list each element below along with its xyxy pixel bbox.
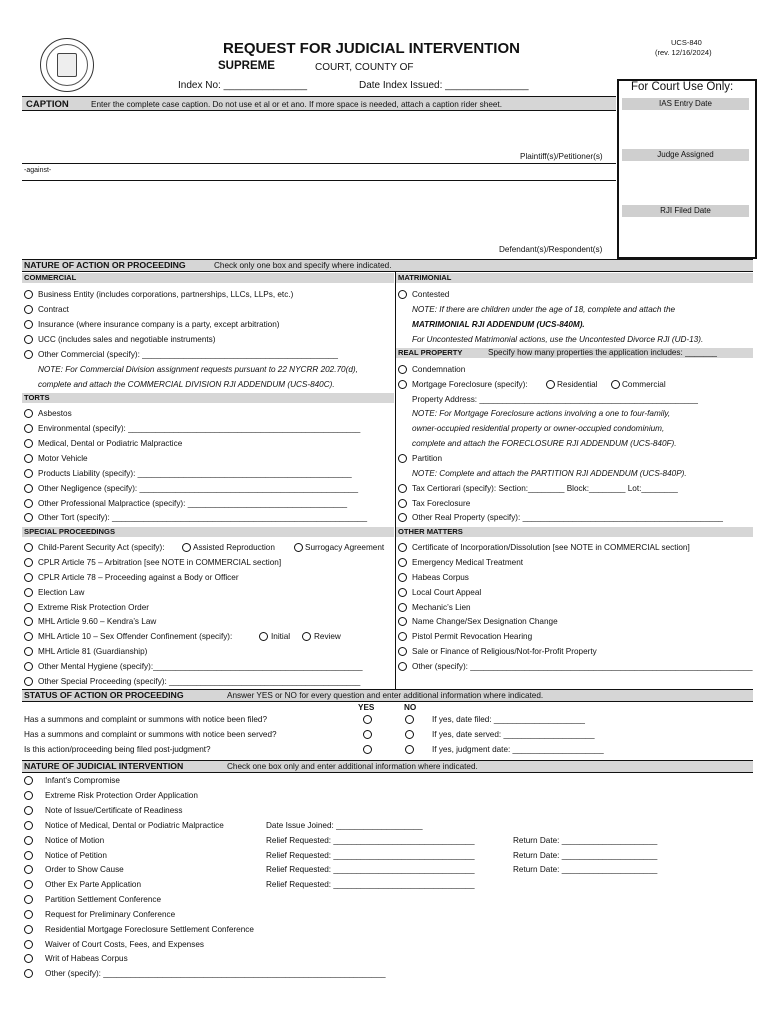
torts-motor-vehicle-label: Motor Vehicle — [38, 454, 88, 463]
intervention-infant-label: Infant’s Compromise — [45, 776, 120, 785]
plaintiff-label: Plaintiff(s)/Petitioner(s) — [520, 152, 603, 161]
mhl10-initial-label: Initial — [271, 632, 291, 641]
torts-other-radio[interactable] — [24, 513, 33, 522]
status-instruction: Answer YES or NO for every question and enter additional information where indicated. — [227, 691, 544, 700]
other-specify-radio[interactable] — [398, 662, 407, 671]
intervention-erpo-radio[interactable] — [24, 791, 33, 800]
motion-relief-field[interactable]: Relief Requested: _______________________________ — [266, 836, 475, 845]
intervention-other-radio[interactable] — [24, 969, 33, 978]
other-habeas-radio[interactable] — [398, 573, 407, 582]
intervention-habeas-radio[interactable] — [24, 954, 33, 963]
court-seal — [40, 38, 94, 92]
foreclosure-note-2: owner-occupied residential property or owner-occupied condominium, — [412, 424, 665, 433]
partition-note: NOTE: Complete and attach the PARTITION RJI ADDENDUM (UCS-840P). — [412, 469, 687, 478]
other-matters-header: OTHER MATTERS — [396, 527, 753, 537]
rji-filed-date-label: RJI Filed Date — [622, 205, 749, 217]
date-issue-joined-field[interactable]: Date Issue Joined: ___________________ — [266, 821, 423, 830]
real-condemnation-radio[interactable] — [398, 365, 407, 374]
special-erpo-label: Extreme Risk Protection Order — [38, 603, 150, 612]
real-mortgage-label: Mortgage Foreclosure (specify): — [412, 380, 528, 389]
torts-professional-label: Other Professional Malpractice (specify): ___________________________________ — [38, 499, 348, 508]
intervention-malpractice-label: Notice of Medical, Dental or Podiatric Malpractice — [45, 821, 224, 830]
commercial-header: COMMERCIAL — [22, 273, 394, 283]
real-tax-foreclosure-radio[interactable] — [398, 499, 407, 508]
intervention-preliminary-label: Request for Preliminary Conference — [45, 910, 176, 919]
intervention-waiver-label: Waiver of Court Costs, Fees, and Expenses — [45, 940, 204, 949]
mhl10-review-radio[interactable] — [302, 632, 311, 641]
real-other-radio[interactable] — [398, 513, 407, 522]
real-condemnation-label: Condemnation — [412, 365, 466, 374]
special-cplr78-label: CPLR Article 78 – Proceeding against a Body or Officer — [38, 573, 239, 582]
intervention-note-of-issue-label: Note of Issue/Certificate of Readiness — [45, 806, 183, 815]
intervention-petition-radio[interactable] — [24, 851, 33, 860]
real-tax-certiorari-label: Tax Certiorari (specify): Section:________ Block:________ Lot:________ — [412, 484, 678, 493]
real-partition-label: Partition — [412, 454, 443, 463]
special-mhl10-radio[interactable] — [24, 632, 33, 641]
judge-assigned-label: Judge Assigned — [622, 149, 749, 161]
cpsa-assisted-label: Assisted Reproduction — [193, 543, 275, 552]
commercial-insurance-label: Insurance (where insurance company is a party, except arbitration) — [38, 320, 280, 329]
status-label: STATUS OF ACTION OR PROCEEDING — [24, 690, 184, 700]
torts-asbestos-radio[interactable] — [24, 409, 33, 418]
other-mechanics-lien-label: Mechanic’s Lien — [412, 603, 471, 612]
commercial-note-1: NOTE: For Commercial Division assignment requests pursuant to 22 NYCRR 202.70(d), — [38, 365, 358, 374]
special-mhl10-label: MHL Article 10 – Sex Offender Confinement (specify): — [38, 632, 233, 641]
defendant-field[interactable] — [22, 181, 616, 253]
other-pistol-permit-label: Pistol Permit Revocation Hearing — [412, 632, 533, 641]
intervention-header — [22, 760, 753, 773]
commercial-contract-radio[interactable] — [24, 305, 33, 314]
intervention-ex-parte-label: Other Ex Parte Application — [45, 880, 142, 889]
status-q1: Has a summons and complaint or summons with notice been filed? — [24, 715, 268, 724]
commercial-note-2: complete and attach the COMMERCIAL DIVISION RJI ADDENDUM (UCS-840C). — [38, 380, 335, 389]
real-property-instruction: Specify how many properties the application includes: _______ — [488, 348, 717, 357]
intervention-infant-radio[interactable] — [24, 776, 33, 785]
intervention-ex-parte-radio[interactable] — [24, 880, 33, 889]
special-cplr75-label: CPLR Article 75 – Arbitration [see NOTE in COMMERCIAL section] — [38, 558, 282, 567]
torts-motor-vehicle-radio[interactable] — [24, 454, 33, 463]
mortgage-commercial-label: Commercial — [622, 380, 666, 389]
ex-parte-relief-field[interactable]: Relief Requested: _______________________________ — [266, 880, 475, 889]
other-local-appeal-radio[interactable] — [398, 588, 407, 597]
intervention-motion-label: Notice of Motion — [45, 836, 105, 845]
other-specify-label: Other (specify): ______________________________________________________________ — [412, 662, 753, 671]
matrimonial-contested-label: Contested — [412, 290, 450, 299]
matrimonial-note-3: For Uncontested Matrimonial actions, use the Uncontested Divorce RJI (UD-13). — [412, 335, 704, 344]
seal-emblem — [57, 53, 77, 77]
other-pistol-permit-radio[interactable] — [398, 632, 407, 641]
other-local-appeal-label: Local Court Appeal — [412, 588, 482, 597]
other-name-change-radio[interactable] — [398, 617, 407, 626]
foreclosure-note-1: NOTE: For Mortgage Foreclosure actions involving a one to four-family, — [412, 409, 671, 418]
real-tax-certiorari-radio[interactable] — [398, 484, 407, 493]
other-name-change-label: Name Change/Sex Designation Change — [412, 617, 558, 626]
special-cpsa-radio[interactable] — [24, 543, 33, 552]
form-id: UCS-840 — [671, 38, 702, 47]
commercial-ucc-radio[interactable] — [24, 335, 33, 344]
torts-asbestos-label: Asbestos — [38, 409, 72, 418]
intervention-erpo-label: Extreme Risk Protection Order Application — [45, 791, 198, 800]
special-election-label: Election Law — [38, 588, 85, 597]
intervention-osc-label: Order to Show Cause — [45, 865, 124, 874]
petition-relief-field[interactable]: Relief Requested: _______________________________ — [266, 851, 475, 860]
property-address-field[interactable]: Property Address: ________________________________________________ — [412, 395, 698, 404]
torts-negligence-radio[interactable] — [24, 484, 33, 493]
mortgage-residential-radio[interactable] — [546, 380, 555, 389]
matrimonial-note-2: MATRIMONIAL RJI ADDENDUM (UCS-840M). — [412, 320, 585, 329]
status-q2: Has a summons and complaint or summons with notice been served? — [24, 730, 277, 739]
status-q2-no[interactable] — [405, 730, 414, 739]
commercial-business-entity-radio[interactable] — [24, 290, 33, 299]
torts-negligence-label: Other Negligence (specify): ________________________________________________ — [38, 484, 359, 493]
special-header: SPECIAL PROCEEDINGS — [22, 527, 394, 537]
ias-entry-date-label: IAS Entry Date — [622, 98, 749, 110]
other-religious-label: Sale or Finance of Religious/Not-for-Profit Property — [412, 647, 597, 656]
form-title: REQUEST FOR JUDICIAL INTERVENTION — [223, 40, 520, 57]
commercial-business-entity-label: Business Entity (includes corporations, partnerships, LLCs, LLPs, etc.) — [38, 290, 294, 299]
status-q1-yes[interactable] — [363, 715, 372, 724]
torts-environmental-radio[interactable] — [24, 424, 33, 433]
mhl10-review-label: Review — [314, 632, 341, 641]
against-label: -against- — [24, 167, 52, 174]
commercial-contract-label: Contract — [38, 305, 69, 314]
matrimonial-header: MATRIMONIAL — [396, 273, 753, 283]
real-property-header: REAL PROPERTY Specify how many properties the application includes: _______ — [396, 348, 753, 358]
commercial-ucc-label: UCC (includes sales and negotiable instruments) — [38, 335, 216, 344]
special-mhl81-label: MHL Article 81 (Guardianship) — [38, 647, 148, 656]
motion-return-date-field[interactable]: Return Date: _____________________ — [513, 836, 658, 845]
intervention-instruction: Check one box only and enter additional information where indicated. — [227, 762, 478, 771]
special-mental-hygiene-radio[interactable] — [24, 662, 33, 671]
torts-medical-label: Medical, Dental or Podiatric Malpractice — [38, 439, 183, 448]
intervention-preliminary-radio[interactable] — [24, 910, 33, 919]
matrimonial-contested-radio[interactable] — [398, 290, 407, 299]
special-mhl960-label: MHL Article 9.60 – Kendra’s Law — [38, 617, 157, 626]
real-other-label: Other Real Property (specify): ____________________________________________ — [412, 513, 723, 522]
cpsa-surrogacy-radio[interactable] — [294, 543, 303, 552]
osc-return-date-field[interactable]: Return Date: _____________________ — [513, 865, 658, 874]
status-q2-extra[interactable]: If yes, date served: ____________________ — [432, 730, 595, 739]
nature-label: NATURE OF ACTION OR PROCEEDING — [24, 260, 186, 270]
special-cplr75-radio[interactable] — [24, 558, 33, 567]
form-revision: (rev. 12/16/2024) — [655, 48, 712, 57]
status-q3: Is this action/proceeding being filed post-judgment? — [24, 745, 211, 754]
nature-header — [22, 259, 753, 272]
special-mental-hygiene-label: Other Mental Hygiene (specify):______________________________________________ — [38, 662, 363, 671]
commercial-other-radio[interactable] — [24, 350, 33, 359]
intervention-malpractice-radio[interactable] — [24, 821, 33, 830]
real-partition-radio[interactable] — [398, 454, 407, 463]
intervention-note-of-issue-radio[interactable] — [24, 806, 33, 815]
index-no: Index No: _______________ — [178, 80, 308, 91]
special-election-radio[interactable] — [24, 588, 33, 597]
defendant-label: Defendant(s)/Respondent(s) — [499, 245, 603, 254]
real-mortgage-radio[interactable] — [398, 380, 407, 389]
other-emergency-label: Emergency Medical Treatment — [412, 558, 524, 567]
torts-professional-radio[interactable] — [24, 499, 33, 508]
torts-other-label: Other Tort (specify): ________________________________________________________ — [38, 513, 368, 522]
other-habeas-label: Habeas Corpus — [412, 573, 469, 582]
intervention-habeas-label: Writ of Habeas Corpus — [45, 954, 128, 963]
status-q1-extra[interactable]: If yes, date filed: ____________________ — [432, 715, 585, 724]
status-q3-extra[interactable]: If yes, judgment date: ____________________ — [432, 745, 604, 754]
mortgage-commercial-radio[interactable] — [611, 380, 620, 389]
torts-products-label: Products Liability (specify): _______________________________________________ — [38, 469, 352, 478]
intervention-partition-radio[interactable] — [24, 895, 33, 904]
intervention-residential-label: Residential Mortgage Foreclosure Settlement Conference — [45, 925, 254, 934]
special-other-radio[interactable] — [24, 677, 33, 686]
special-cpsa-label: Child-Parent Security Act (specify): — [38, 543, 165, 552]
matrimonial-note-1: NOTE: If there are children under the age of 18, complete and attach the — [412, 305, 676, 314]
intervention-partition-label: Partition Settlement Conference — [45, 895, 162, 904]
intervention-waiver-radio[interactable] — [24, 940, 33, 949]
commercial-insurance-radio[interactable] — [24, 320, 33, 329]
intervention-label: NATURE OF JUDICIAL INTERVENTION — [24, 761, 184, 771]
special-cplr78-radio[interactable] — [24, 573, 33, 582]
intervention-motion-radio[interactable] — [24, 836, 33, 845]
cpsa-assisted-radio[interactable] — [182, 543, 191, 552]
nature-instruction: Check only one box and specify where indicated. — [214, 261, 392, 270]
mortgage-residential-label: Residential — [557, 380, 598, 389]
osc-relief-field[interactable]: Relief Requested: _______________________________ — [266, 865, 475, 874]
torts-products-radio[interactable] — [24, 469, 33, 478]
other-certificate-label: Certificate of Incorporation/Dissolution [see NOTE in COMMERCIAL section] — [412, 543, 690, 552]
court-county: COURT, COUNTY OF — [315, 62, 414, 73]
special-erpo-radio[interactable] — [24, 603, 33, 612]
special-other-label: Other Special Proceeding (specify): __________________________________________ — [38, 677, 361, 686]
torts-environmental-label: Environmental (specify): ___________________________________________________ — [38, 424, 361, 433]
mhl10-initial-radio[interactable] — [259, 632, 268, 641]
status-q3-yes[interactable] — [363, 745, 372, 754]
other-mechanics-lien-radio[interactable] — [398, 603, 407, 612]
status-q2-yes[interactable] — [363, 730, 372, 739]
other-religious-radio[interactable] — [398, 647, 407, 656]
status-no-header: NO — [404, 703, 417, 712]
other-certificate-radio[interactable] — [398, 543, 407, 552]
intervention-petition-label: Notice of Petition — [45, 851, 107, 860]
status-header — [22, 689, 753, 702]
special-mhl81-radio[interactable] — [24, 647, 33, 656]
commercial-other-label: Other Commercial (specify): ___________________________________________ — [38, 350, 338, 359]
other-emergency-radio[interactable] — [398, 558, 407, 567]
status-q3-no[interactable] — [405, 745, 414, 754]
cpsa-surrogacy-label: Surrogacy Agreement — [305, 543, 385, 552]
intervention-osc-radio[interactable] — [24, 865, 33, 874]
intervention-other-label: Other (specify): ______________________________________________________________ — [45, 969, 386, 978]
petition-return-date-field[interactable]: Return Date: _____________________ — [513, 851, 658, 860]
torts-medical-radio[interactable] — [24, 439, 33, 448]
court-use-title: For Court Use Only: — [631, 81, 734, 93]
status-q1-no[interactable] — [405, 715, 414, 724]
court-level: SUPREME — [218, 60, 275, 72]
torts-header: TORTS — [22, 393, 394, 403]
real-tax-foreclosure-label: Tax Foreclosure — [412, 499, 471, 508]
caption-instruction: Enter the complete case caption. Do not use et al or et ano. If more space is needed, attach a caption rider sheet. — [91, 100, 502, 109]
caption-label: CAPTION — [26, 99, 69, 110]
intervention-residential-radio[interactable] — [24, 925, 33, 934]
date-index-issued: Date Index Issued: _______________ — [359, 80, 529, 91]
foreclosure-note-3: complete and attach the FORECLOSURE RJI ADDENDUM (UCS-840F). — [412, 439, 677, 448]
special-mhl960-radio[interactable] — [24, 617, 33, 626]
status-yes-header: YES — [358, 703, 375, 712]
